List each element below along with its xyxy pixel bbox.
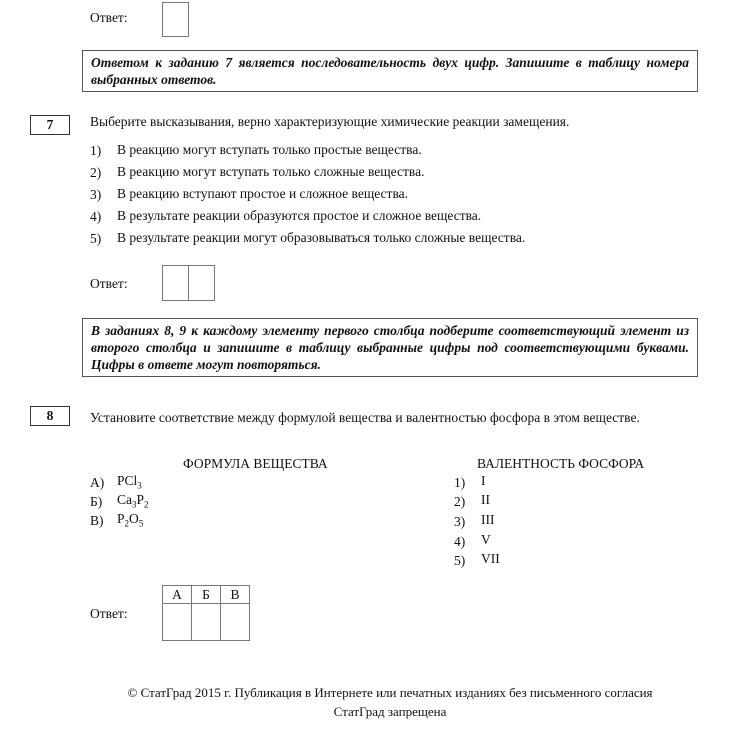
- option-number: 2): [90, 165, 102, 180]
- left-column-header: ФОРМУЛА ВЕЩЕСТВА: [183, 456, 328, 471]
- question-number-7: 7: [30, 115, 70, 135]
- formula-letter: Б): [90, 494, 103, 509]
- answer-label-8: Ответ:: [90, 606, 128, 621]
- option-text: В реакцию могут вступать только простые вещества.: [117, 142, 422, 157]
- option-text: В результате реакции образуются простое и сложное вещества.: [117, 208, 482, 223]
- answer-box-6[interactable]: [162, 2, 189, 37]
- question-7-text: Выберите высказывания, верно характеризующие химические реакции замещения.: [90, 114, 570, 129]
- answer-cell-b[interactable]: [192, 604, 221, 641]
- answer-cell-a[interactable]: [163, 604, 192, 641]
- formula-v: $P_2O_5$: [117, 511, 144, 529]
- answer-cell-v[interactable]: [221, 604, 250, 641]
- column-v-header: В: [221, 586, 250, 604]
- valence-number: 4): [454, 534, 466, 549]
- question-8-text: Установите соответствие между формулой вещества и валентностью фосфора в этом веществе.: [90, 410, 640, 425]
- question-number-8: 8: [30, 406, 70, 426]
- answer-cell-7-1[interactable]: [162, 265, 189, 301]
- column-b-header: Б: [192, 586, 221, 604]
- instruction-8-9: В заданиях 8, 9 к каждому элементу первого столбца подберите соответствующий элемент из второго столбца и запишите в таблицу выбранные цифры под соответствующими буквами. Цифры в ответе могут повторяться.: [82, 318, 698, 377]
- option-number: 1): [90, 143, 102, 158]
- valence-number: 3): [454, 514, 466, 529]
- valence-value: II: [481, 492, 490, 507]
- instruction-7: Ответом к заданию 7 является последовательность двух цифр. Запишите в таблицу номера выбранных ответов.: [82, 50, 698, 92]
- valence-number: 5): [454, 553, 466, 568]
- option-number: 5): [90, 231, 102, 246]
- formula-letter: А): [90, 475, 105, 490]
- option-number: 3): [90, 187, 102, 202]
- valence-value: I: [481, 473, 486, 488]
- option-text: В результате реакции могут образовываться только сложные вещества.: [117, 230, 526, 245]
- answer-label-6: Ответ:: [90, 10, 128, 25]
- formula-letter: В): [90, 513, 104, 528]
- option-text: В реакцию могут вступать только сложные вещества.: [117, 164, 425, 179]
- valence-value: III: [481, 512, 495, 527]
- answer-table-8: [162, 585, 250, 641]
- valence-value: V: [481, 532, 491, 547]
- option-text: В реакцию вступают простое и сложное вещества.: [117, 186, 409, 201]
- valence-number: 2): [454, 494, 466, 509]
- footer-line-2: СтатГрад запрещена: [333, 704, 447, 719]
- answer-cell-7-2[interactable]: [188, 265, 215, 301]
- valence-value: VII: [481, 551, 500, 566]
- formula-a: PCl$_3$: [117, 473, 142, 491]
- option-number: 4): [90, 209, 102, 224]
- formula-b: $Ca_3P_2$: [117, 492, 149, 510]
- footer-line-1: © СтатГрад 2015 г. Публикация в Интернете или печатных изданиях без письменного согласия: [127, 685, 653, 700]
- valence-number: 1): [454, 475, 466, 490]
- answer-label-7: Ответ:: [90, 276, 128, 291]
- column-a-header: А: [163, 586, 192, 604]
- right-column-header: ВАЛЕНТНОСТЬ ФОСФОРА: [477, 456, 645, 471]
